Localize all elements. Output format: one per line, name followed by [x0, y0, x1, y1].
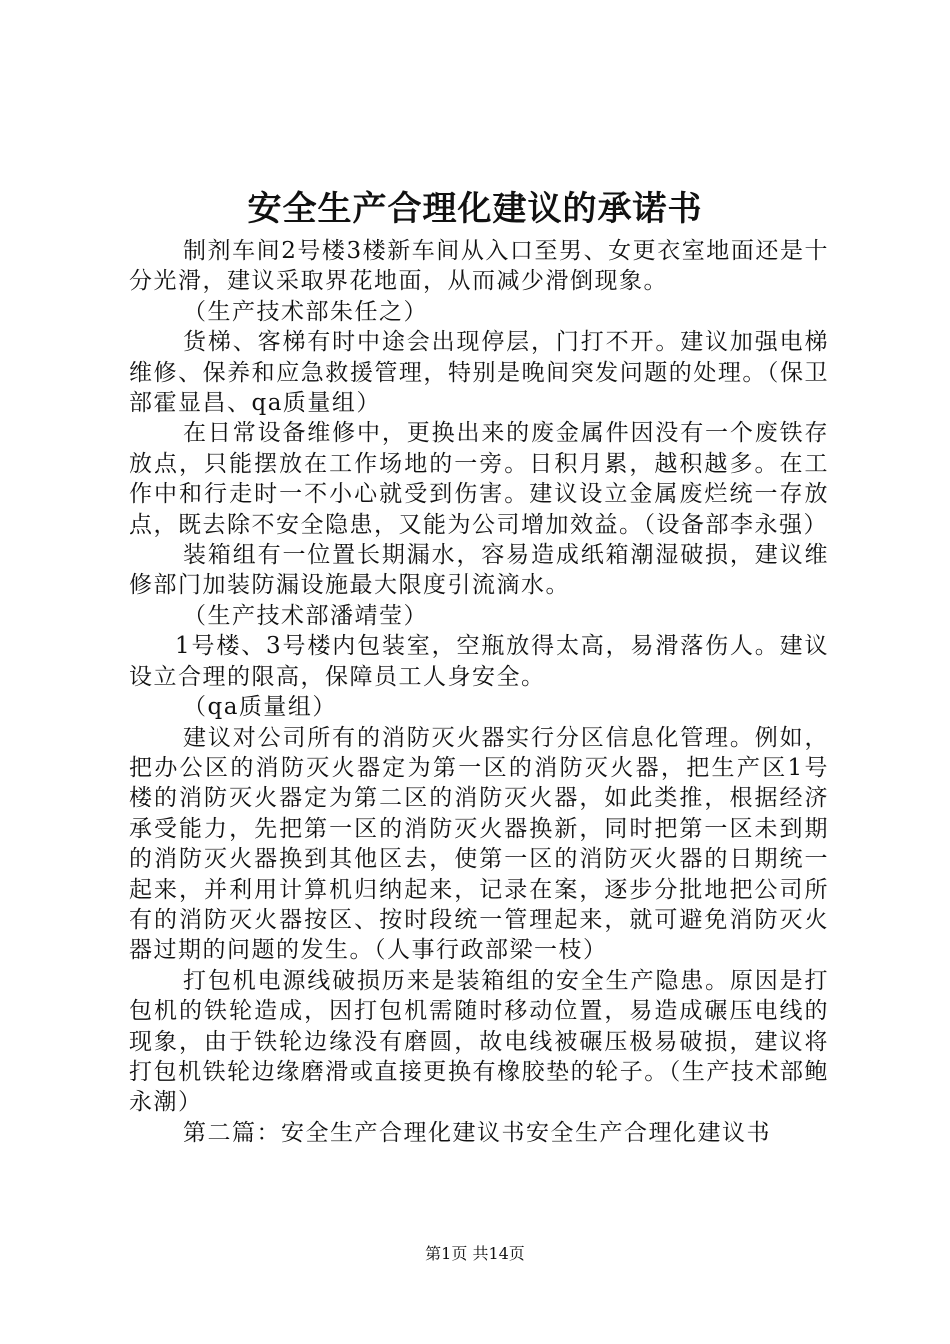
paragraph-fire-extinguisher: 建议对公司所有的消防灭火器实行分区信息化管理。例如，把办公区的消防灭火器定为第一区的消防灭火器，把生产区1号楼的消防灭火器定为第二区的消防灭火器，如此类推，根据经济承受能力，先把第一区的消防灭火器换新，同时把第一区未到期的消防灭火器换到其他区去，使第一区的消防灭火器的日期统一起来，并利用计算机归纳起来，记录在案，逐步分批地把公司所有的消防灭火器按区、按时段统一管理起来，就可避免消防灭火器过期的问题的发生。（人事行政部梁一枝）	[129, 724, 829, 964]
paragraph-elevator: 货梯、客梯有时中途会出现停层，门打不开。建议加强电梯维修、保养和应急救援管理，特别是晚间突发问题的处理。（保卫部霍显昌、qa质量组）	[129, 329, 829, 417]
document-body	[129, 236, 829, 1148]
paragraph-water-leak: 装箱组有一位置长期漏水，容易造成纸箱潮湿破损，建议维修部门加装防漏设施最大限度引流滴水。	[129, 542, 829, 599]
paragraph-author-attribution: （生产技术部朱任之）	[183, 298, 428, 325]
paragraph-author-attribution: （生产技术部潘靖莹）	[183, 602, 428, 629]
paragraph-bottle-height: 1号楼、3号楼内包装室，空瓶放得太高，易滑落伤人。建议设立合理的限高，保障员工人身安全。	[129, 633, 829, 690]
paragraph-author-attribution: （qa质量组）	[183, 694, 337, 721]
paragraph-floor-slippery: 制剂车间2号楼3楼新车间从入口至男、女更衣室地面还是十分光滑，建议采取界花地面，从而减少滑倒现象。	[129, 238, 829, 295]
document-title: 安全生产合理化建议的承诺书	[247, 189, 703, 229]
paragraph-chapter-two: 第二篇：安全生产合理化建议书安全生产合理化建议书	[183, 1119, 771, 1146]
paragraph-power-cable: 打包机电源线破损历来是装箱组的安全生产隐患。原因是打包机的铁轮造成，因打包机需随时移动位置，易造成碾压电线的现象，由于铁轮边缘没有磨圆，故电线被碾压极易破损，建议将打包机铁轮边缘磨滑或直接更换有橡胶垫的轮子。（生产技术部鲍永潮）	[129, 967, 829, 1116]
paragraph-scrap-metal: 在日常设备维修中，更换出来的废金属件因没有一个废铁存放点，只能摆放在工作场地的一旁。日积月累，越积越多。在工作中和行走时一不小心就受到伤害。建议设立金属废烂统一存放点，既去除不安全隐患，又能为公司增加效益。（设备部李永强）	[129, 420, 829, 538]
page-number-footer: 第1页 共14页	[425, 1244, 525, 1263]
